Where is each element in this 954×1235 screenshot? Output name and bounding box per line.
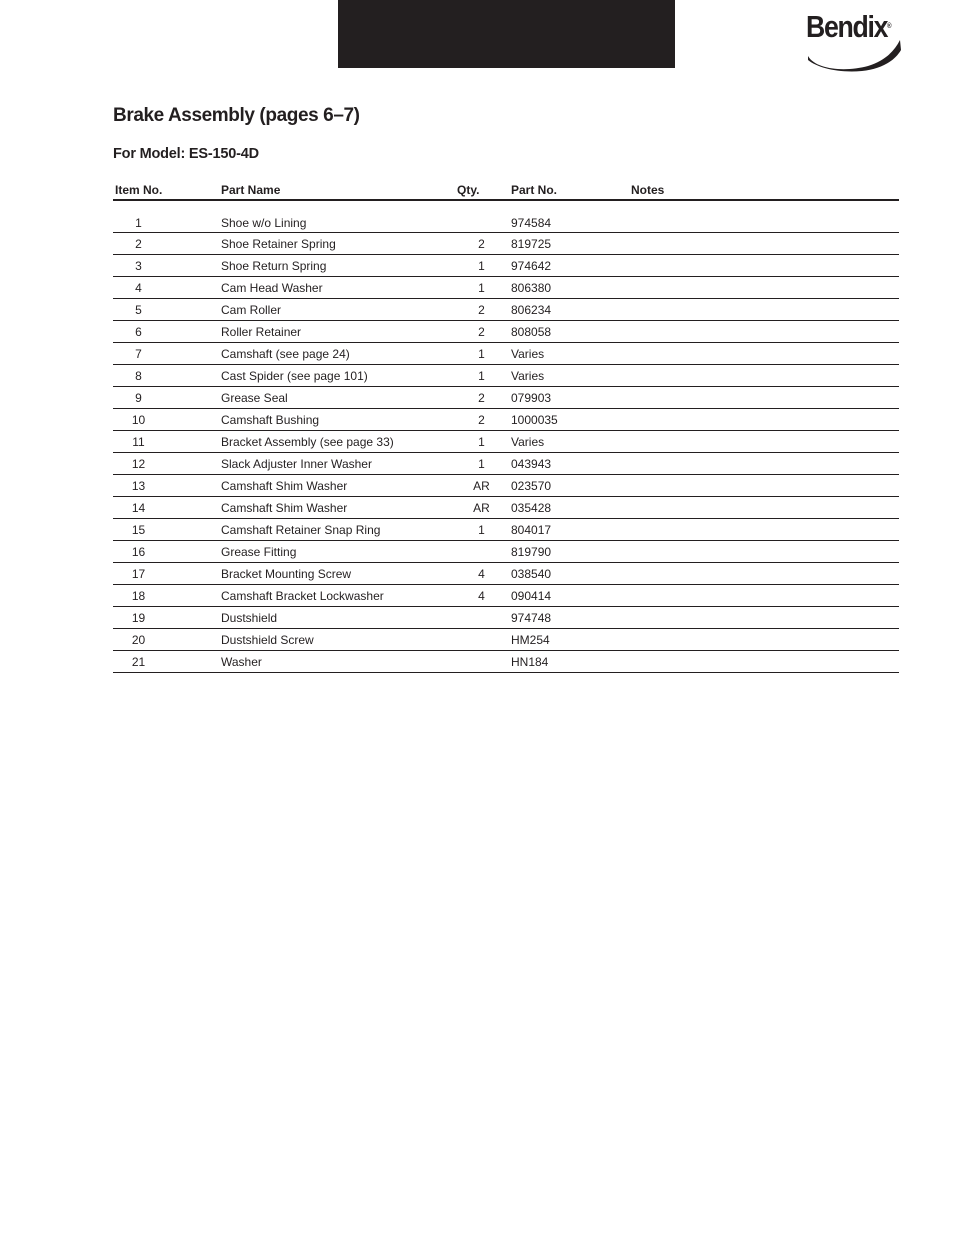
- cell-part-no: 035428: [499, 497, 619, 519]
- table-row: [113, 497, 899, 519]
- cell-qty: 1: [434, 431, 499, 453]
- table-row: [113, 365, 899, 387]
- cell-part-no: 808058: [499, 321, 619, 343]
- cell-notes: [619, 519, 899, 541]
- col-header-item-no: Item No.: [113, 181, 210, 200]
- cell-part-no: 974584: [499, 200, 619, 233]
- cell-qty: 4: [434, 563, 499, 585]
- cell-part-name: Cam Roller: [210, 299, 434, 321]
- cell-item-no: 7: [113, 343, 210, 365]
- cell-part-no: Varies: [499, 343, 619, 365]
- cell-part-name: Bracket Assembly (see page 33): [210, 431, 434, 453]
- cell-item-no: 1: [113, 200, 210, 233]
- logo-swoosh-icon: [806, 36, 902, 72]
- cell-part-name: Dustshield Screw: [210, 629, 434, 651]
- cell-item-no: 13: [113, 475, 210, 497]
- table-header-row: [113, 181, 899, 200]
- cell-notes: [619, 651, 899, 673]
- cell-part-name: Grease Seal: [210, 387, 434, 409]
- table-row: [113, 343, 899, 365]
- col-header-qty: Qty.: [434, 181, 499, 200]
- cell-item-no: 16: [113, 541, 210, 563]
- cell-part-no: 806234: [499, 299, 619, 321]
- cell-part-no: 804017: [499, 519, 619, 541]
- cell-part-name: Shoe w/o Lining: [210, 200, 434, 233]
- cell-item-no: 10: [113, 409, 210, 431]
- cell-notes: [619, 431, 899, 453]
- cell-notes: [619, 607, 899, 629]
- table-row: [113, 607, 899, 629]
- header-bar: [338, 0, 675, 68]
- cell-part-name: Cast Spider (see page 101): [210, 365, 434, 387]
- cell-qty: 1: [434, 343, 499, 365]
- cell-part-name: Bracket Mounting Screw: [210, 563, 434, 585]
- cell-notes: [619, 453, 899, 475]
- cell-notes: [619, 541, 899, 563]
- cell-qty: 2: [434, 409, 499, 431]
- cell-part-no: HM254: [499, 629, 619, 651]
- cell-item-no: 8: [113, 365, 210, 387]
- cell-qty: 1: [434, 365, 499, 387]
- cell-qty: AR: [434, 475, 499, 497]
- cell-part-name: Cam Head Washer: [210, 277, 434, 299]
- cell-part-name: Washer: [210, 651, 434, 673]
- cell-part-name: Camshaft (see page 24): [210, 343, 434, 365]
- cell-part-no: Varies: [499, 365, 619, 387]
- cell-qty: [434, 200, 499, 233]
- cell-qty: 1: [434, 277, 499, 299]
- parts-table: [113, 181, 899, 673]
- table-row: [113, 387, 899, 409]
- cell-item-no: 5: [113, 299, 210, 321]
- table-row: [113, 409, 899, 431]
- cell-notes: [619, 233, 899, 255]
- cell-part-name: Slack Adjuster Inner Washer: [210, 453, 434, 475]
- table-row: [113, 277, 899, 299]
- cell-item-no: 20: [113, 629, 210, 651]
- cell-qty: [434, 629, 499, 651]
- cell-part-name: Camshaft Bushing: [210, 409, 434, 431]
- cell-notes: [619, 365, 899, 387]
- table-row: [113, 200, 899, 233]
- cell-item-no: 12: [113, 453, 210, 475]
- cell-item-no: 11: [113, 431, 210, 453]
- cell-part-no: 974748: [499, 607, 619, 629]
- cell-part-name: Shoe Return Spring: [210, 255, 434, 277]
- cell-qty: 4: [434, 585, 499, 607]
- cell-part-name: Camshaft Retainer Snap Ring: [210, 519, 434, 541]
- cell-part-name: Camshaft Bracket Lockwasher: [210, 585, 434, 607]
- cell-notes: [619, 585, 899, 607]
- cell-qty: 1: [434, 453, 499, 475]
- table-row: [113, 431, 899, 453]
- page-title: Brake Assembly (pages 6–7): [113, 105, 360, 126]
- table-row: [113, 299, 899, 321]
- cell-part-no: 043943: [499, 453, 619, 475]
- table-row: [113, 563, 899, 585]
- cell-part-no: 038540: [499, 563, 619, 585]
- cell-item-no: 6: [113, 321, 210, 343]
- cell-qty: 1: [434, 519, 499, 541]
- cell-notes: [619, 497, 899, 519]
- cell-part-no: 1000035: [499, 409, 619, 431]
- col-header-notes: Notes: [619, 181, 899, 200]
- bendix-logo: [806, 10, 902, 72]
- cell-item-no: 19: [113, 607, 210, 629]
- cell-part-no: 819725: [499, 233, 619, 255]
- cell-part-no: 023570: [499, 475, 619, 497]
- cell-qty: 2: [434, 387, 499, 409]
- logo-wordmark: Bendix®: [806, 9, 892, 44]
- cell-item-no: 17: [113, 563, 210, 585]
- cell-qty: [434, 607, 499, 629]
- cell-item-no: 9: [113, 387, 210, 409]
- table-row: [113, 519, 899, 541]
- cell-part-no: 819790: [499, 541, 619, 563]
- cell-notes: [619, 387, 899, 409]
- cell-part-no: 090414: [499, 585, 619, 607]
- cell-item-no: 2: [113, 233, 210, 255]
- table-row: [113, 629, 899, 651]
- model-subtitle: For Model: ES-150-4D: [113, 146, 259, 162]
- cell-part-no: 974642: [499, 255, 619, 277]
- cell-item-no: 4: [113, 277, 210, 299]
- table-row: [113, 585, 899, 607]
- cell-notes: [619, 409, 899, 431]
- cell-item-no: 18: [113, 585, 210, 607]
- cell-notes: [619, 629, 899, 651]
- col-header-part-name: Part Name: [210, 181, 434, 200]
- cell-part-name: Grease Fitting: [210, 541, 434, 563]
- cell-qty: [434, 541, 499, 563]
- parts-table-body: [113, 200, 899, 673]
- cell-part-name: Camshaft Shim Washer: [210, 475, 434, 497]
- cell-part-name: Shoe Retainer Spring: [210, 233, 434, 255]
- cell-notes: [619, 200, 899, 233]
- cell-part-no: 806380: [499, 277, 619, 299]
- cell-notes: [619, 255, 899, 277]
- cell-part-name: Dustshield: [210, 607, 434, 629]
- cell-notes: [619, 277, 899, 299]
- table-row: [113, 453, 899, 475]
- cell-qty: AR: [434, 497, 499, 519]
- col-header-part-no: Part No.: [499, 181, 619, 200]
- cell-part-name: Roller Retainer: [210, 321, 434, 343]
- cell-notes: [619, 299, 899, 321]
- cell-qty: 2: [434, 299, 499, 321]
- table-row: [113, 475, 899, 497]
- cell-part-no: 079903: [499, 387, 619, 409]
- cell-notes: [619, 563, 899, 585]
- cell-item-no: 14: [113, 497, 210, 519]
- cell-qty: 1: [434, 255, 499, 277]
- cell-qty: 2: [434, 233, 499, 255]
- cell-part-no: HN184: [499, 651, 619, 673]
- table-row: [113, 651, 899, 673]
- cell-notes: [619, 321, 899, 343]
- cell-part-name: Camshaft Shim Washer: [210, 497, 434, 519]
- cell-qty: [434, 651, 499, 673]
- table-row: [113, 233, 899, 255]
- cell-notes: [619, 343, 899, 365]
- cell-part-no: Varies: [499, 431, 619, 453]
- table-row: [113, 255, 899, 277]
- cell-qty: 2: [434, 321, 499, 343]
- table-row: [113, 541, 899, 563]
- cell-item-no: 15: [113, 519, 210, 541]
- cell-notes: [619, 475, 899, 497]
- table-row: [113, 321, 899, 343]
- cell-item-no: 3: [113, 255, 210, 277]
- cell-item-no: 21: [113, 651, 210, 673]
